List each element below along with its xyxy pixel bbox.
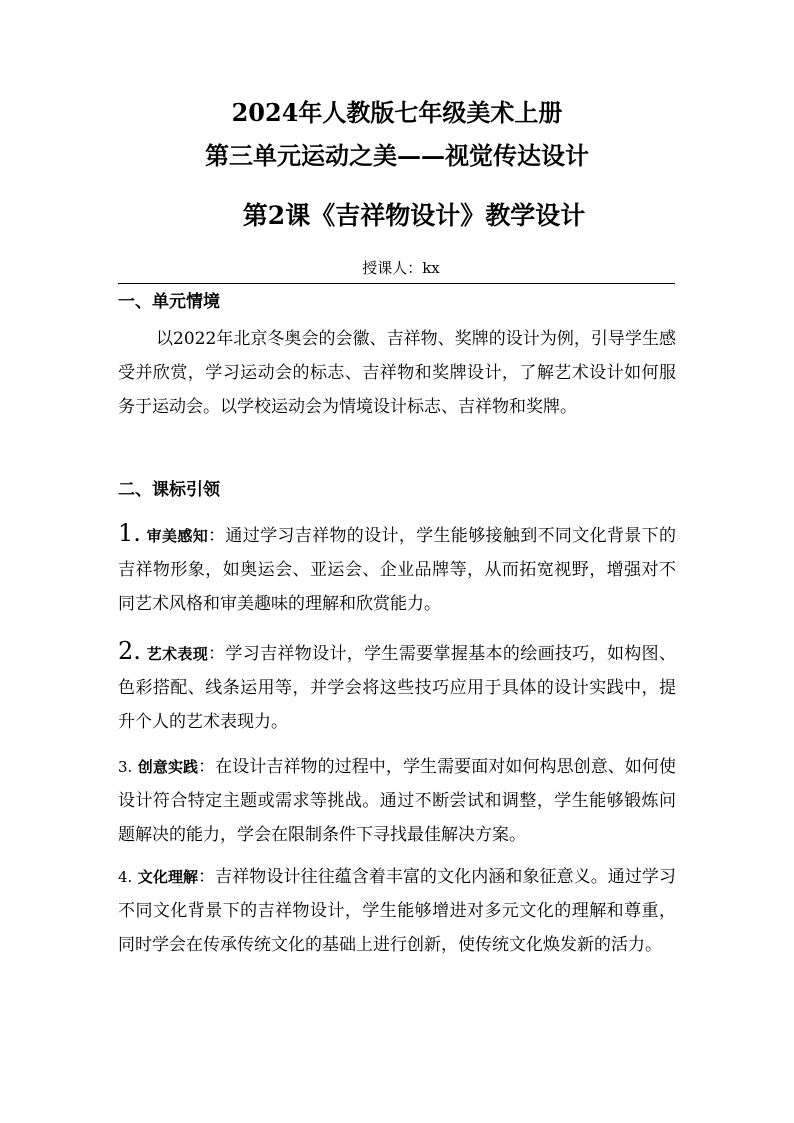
section-heading-unit-context: 一、单元情境 [118,292,220,312]
item-number: 2. [118,637,141,665]
item-number: 4. [118,868,133,886]
item-number: 3. [118,758,133,776]
standard-item-creative-practice [118,750,676,852]
section-heading-curriculum-standards: 二、课标引领 [118,480,220,500]
lesson-title: 第2课《吉祥物设计》教学设计 [242,201,586,230]
header-divider [118,283,675,284]
item-text: ：学习吉祥物设计，学生需要掌握基本的绘画技巧，如构图、色彩搭配、线条运用等，并学会将这些技巧应用于具体的设计实践中，提升个人的艺术表现力。 [118,644,676,732]
item-keyword: 创意实践 [137,758,199,776]
item-text: ：在设计吉祥物的过程中，学生需要面对如何构思创意、如何使设计符合特定主题或需求等挑战。通过不断尝试和调整，学生能够锻炼问题解决的能力，学会在限制条件下寻找最佳解决方案。 [118,757,677,845]
item-keyword: 艺术表现 [146,645,209,663]
item-keyword: 文化理解 [137,868,199,886]
item-text: ：通过学习吉祥物的设计，学生能够接触到不同文化背景下的吉祥物形象，如奥运会、亚运会、企业品牌等，从而拓宽视野，增强对不同艺术风格和审美趣味的理解和欣赏能力。 [118,526,676,614]
standard-item-artistic-expression [118,634,676,739]
standard-item-aesthetic-perception [118,516,676,621]
document-title-line-1: 2024年人教版七年级美术上册 [231,98,563,127]
item-keyword: 审美感知 [146,527,209,545]
item-number: 1. [118,519,141,547]
unit-context-paragraph: 以2022年北京冬奥会的会徽、吉祥物、奖牌的设计为例，引导学生感受并欣赏，学习运动会的标志、吉祥物和奖牌设计，了解艺术设计如何服务于运动会。以学校运动会为情境设计标志、吉祥物和奖牌。 [118,329,676,417]
standard-item-cultural-understanding [118,860,676,962]
document-title-line-2: 第三单元运动之美——视觉传达设计 [205,141,589,170]
author-line: 授课人：kx [362,259,440,277]
item-text: ：吉祥物设计往往蕴含着丰富的文化内涵和象征意义。通过学习不同文化背景下的吉祥物设计，学生能够增进对多元文化的理解和尊重，同时学会在传承传统文化的基础上进行创新，使传统文化焕发新的活力。 [118,867,677,955]
